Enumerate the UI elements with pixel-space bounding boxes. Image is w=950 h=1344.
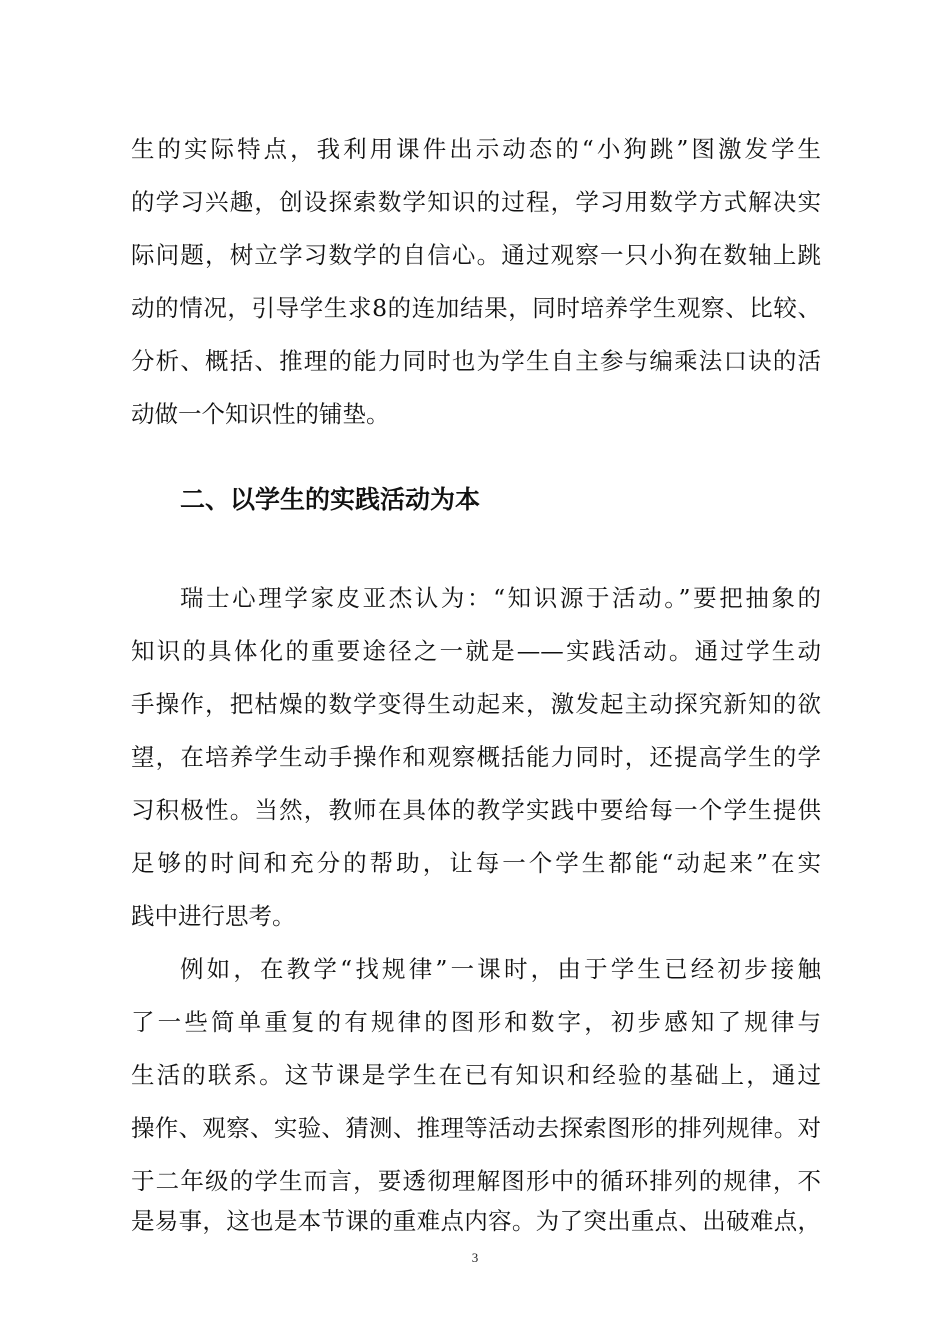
text-line: 足够的时间和充分的帮助，让每一个学生都能“动起来”在实: [131, 849, 821, 877]
text-line: 生的实际特点，我利用课件出示动态的“小狗跳”图激发学生: [131, 135, 821, 163]
text-line: 于二年级的学生而言，要透彻理解图形中的循环排列的规律，不: [131, 1167, 821, 1195]
text-line: 例如，在教学“找规律”一课时，由于学生已经初步接触: [180, 955, 821, 983]
section-heading: 二、以学生的实践活动为本: [180, 485, 481, 514]
text-line: 是易事，这也是本节课的重难点内容。为了突出重点、出破难点，: [131, 1207, 821, 1235]
text-line: 践中进行思考。: [131, 902, 296, 930]
text-line: 操作、观察、实验、猜测、推理等活动去探索图形的排列规律。对: [131, 1114, 821, 1142]
page-number: 3: [471, 1250, 479, 1265]
text-line: 际问题，树立学习数学的自信心。通过观察一只小狗在数轴上跳: [131, 241, 821, 269]
text-line: 的学习兴趣，创设探索数学知识的过程，学习用数学方式解决实: [131, 188, 821, 216]
text-line: 动做一个知识性的铺垫。: [131, 400, 390, 428]
text-line: 动的情况，引导学生求8的连加结果，同时培养学生观察、比较、: [131, 294, 821, 322]
text-line: 分析、概括、推理的能力同时也为学生自主参与编乘法口诀的活: [131, 347, 821, 375]
text-line: 习积极性。当然，教师在具体的教学实践中要给每一个学生提供: [131, 796, 821, 824]
text-line: 了一些简单重复的有规律的图形和数字，初步感知了规律与: [131, 1008, 821, 1036]
text-line: 瑞士心理学家皮亚杰认为：“知识源于活动。”要把抽象的: [180, 584, 821, 612]
text-line: 知识的具体化的重要途径之一就是——实践活动。通过学生动: [131, 637, 821, 665]
text-line: 生活的联系。这节课是学生在已有知识和经验的基础上，通过: [131, 1061, 821, 1089]
text-line: 望，在培养学生动手操作和观察概括能力同时，还提高学生的学: [131, 743, 821, 771]
text-line: 手操作，把枯燥的数学变得生动起来，激发起主动探究新知的欲: [131, 690, 821, 718]
